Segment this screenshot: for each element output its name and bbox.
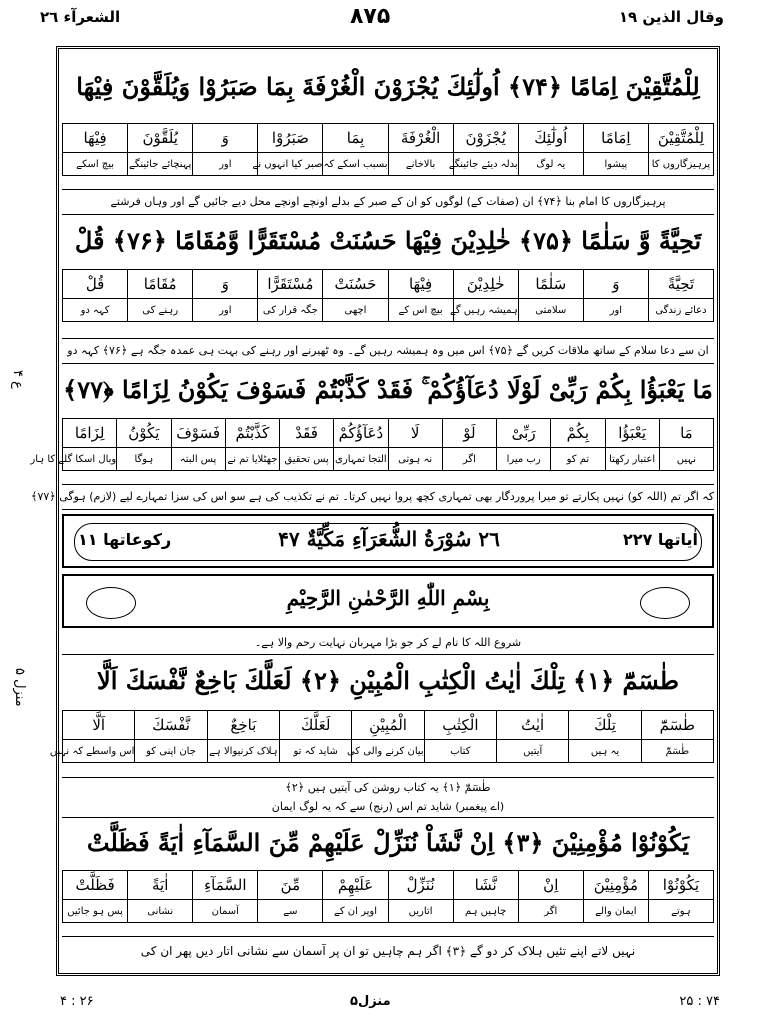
urdu-meaning: جگہ قرار کی [258, 299, 323, 322]
urdu-meaning: پس ہو جائیں [63, 900, 128, 923]
arabic-word: الْكِتٰبِ [424, 711, 496, 740]
urdu-meaning: بسبب اسکے کہ [323, 153, 388, 176]
word-table-2 [62, 269, 714, 322]
footer-center: منزل۵ [350, 994, 391, 1009]
urdu-meaning: پس البتہ [171, 448, 225, 471]
translation-line-1: پرہیزگاروں کا امام بنا ﴿۷۴﴾ ان (صفات کے) لوگوں کو ان کے صبر کے بدلے اونچے اونچے محل دیے جائیں گے اور وہاں فرشتے [62, 189, 714, 215]
arabic-word: فِیْهَا [388, 270, 453, 299]
ruku-mark: ع ۴ [10, 370, 25, 389]
urdu-meaning: پرہیزگاروں کا [648, 153, 713, 176]
urdu-meaning: اچھی [323, 299, 388, 322]
urdu-meaning: آسمان [193, 900, 258, 923]
urdu-meaning: صبر کیا انہوں نے [258, 153, 323, 176]
urdu-meaning: اگر [442, 448, 496, 471]
floral-ornament-icon [86, 587, 136, 619]
arabic-word: لِلْمُتَّقِیْنَ [648, 124, 713, 153]
translation-line-2: ان سے دعا سلام کے ساتھ ملاقات کریں گے ﴿۷۵﴾ اس میں وہ ہمیشہ رہیں گے۔ وہ ٹھیرنے اور رہنے کی بہت ہی عمدہ جگہ ہے ﴿۷۶﴾ کہہ دو [62, 338, 714, 364]
arabic-word: یُلَقَّوْنَ [128, 124, 193, 153]
urdu-meaning: پیشوا [583, 153, 648, 176]
arabic-word: نُنَزِّلْ [388, 871, 453, 900]
arabic-word: بَاخِعٌ [207, 711, 279, 740]
urdu-meaning: بالاخانے [388, 153, 453, 176]
urdu-meaning: اور [193, 153, 258, 176]
bismillah-translation: شروع اللہ کا نام لے کر جو بڑا مہربان نہایت رحم والا ہے۔ [62, 632, 714, 655]
arabic-word: سَلٰمًا [518, 270, 583, 299]
verse-line-4: طٰسٓمّٓ ﴿١﴾ تِلْكَ اٰیٰتُ الْكِتٰبِ الْمُبِیْنِ ﴿٢﴾ لَعَلَّكَ بَاخِعٌ نَّفْسَكَ اَلَّا [97, 666, 679, 695]
urdu-meaning: طٰسٓمّٓ [641, 740, 713, 763]
urdu-meaning: ایمان والے [583, 900, 648, 923]
arabic-word: بِكُمْ [551, 419, 605, 448]
urdu-meaning: اوپر ان کے [323, 900, 388, 923]
urdu-meaning: کہہ دو [63, 299, 128, 322]
urdu-meaning: اعتبار رکھتا [605, 448, 659, 471]
bismillah-banner [62, 574, 714, 628]
manzil-mark: منزل ۵ [12, 668, 27, 707]
arabic-word: اِمَامًا [583, 124, 648, 153]
page-number: ٨٧۵ [350, 4, 391, 29]
arabic-word: فَقَدْ [280, 419, 334, 448]
ayat-count: اٰیاتھا ٢٢٧ [623, 530, 698, 549]
verse-line-5: یَكُوْنُوْا مُؤْمِنِیْنَ ﴿٣﴾ اِنْ نَّشَاْ نُنَزِّلْ عَلَیْهِمْ مِّنَ السَّمَآءِ اٰیَةً فَظَلَّتْ [86, 828, 690, 857]
arabic-word: كَذَّبْتُمْ [225, 419, 279, 448]
word-table-4 [49, 710, 714, 763]
arabic-word: تِلْكَ [569, 711, 641, 740]
urdu-meaning: رب میرا [497, 448, 551, 471]
urdu-meaning: ہلاک کرنیوالا ہے [207, 740, 279, 763]
arabic-word: فَظَلَّتْ [63, 871, 128, 900]
arabic-word: فَسَوْفَ [171, 419, 225, 448]
arabic-word: لَعَلَّكَ [280, 711, 352, 740]
arabic-word: اُولٰٓئِكَ [518, 124, 583, 153]
urdu-meaning: سلامتی [518, 299, 583, 322]
arabic-word: تَحِیَّةً [648, 270, 713, 299]
urdu-meaning: آیتیں [497, 740, 569, 763]
word-table-5 [62, 870, 714, 923]
footer-left: ۴ : ٢۶ [60, 994, 94, 1009]
arabic-word: رَبِّیْ [497, 419, 551, 448]
urdu-meaning: کتاب [424, 740, 496, 763]
urdu-meaning: وبال اسکا گلے کا ہار [63, 448, 117, 471]
arabic-word: مُقَامًا [128, 270, 193, 299]
arabic-word: مُؤْمِنِیْنَ [583, 871, 648, 900]
urdu-meaning: اور [583, 299, 648, 322]
juz-label: وقال الذین ١٩ [618, 8, 724, 26]
arabic-word: طٰسٓمّٓ [641, 711, 713, 740]
translation-line-3: کہ اگر تم (اللہ کو) نہیں پکارتے تو میرا پروردگار بھی تمہاری کچھ پروا نہیں کرتا۔ تم نے تکذیب کی ہے سو اس کی سزا تمہارے لیے (لازم) ہوگی ﴿۷۷﴾ [62, 484, 714, 510]
urdu-meaning: نہ ہوتی [388, 448, 442, 471]
arabic-word: یَعْبَؤُا [605, 419, 659, 448]
footer-right: ٢۵ : ٧۴ [679, 994, 720, 1009]
arabic-word: اِنْ [518, 871, 583, 900]
urdu-meaning: شاید کہ تو [280, 740, 352, 763]
arabic-word: دُعَآؤُكُمْ [334, 419, 388, 448]
arabic-word: لِزَامًا [63, 419, 117, 448]
urdu-meaning: ہوتے [648, 900, 713, 923]
arabic-word: صَبَرُوْا [258, 124, 323, 153]
floral-ornament-icon [640, 587, 690, 619]
urdu-meaning: اور [193, 299, 258, 322]
arabic-word: مُسْتَقَرًّا [258, 270, 323, 299]
arabic-word: مِّنَ [258, 871, 323, 900]
arabic-word: بِمَا [323, 124, 388, 153]
arabic-word: لَوْ [442, 419, 496, 448]
verse-line-2: تَحِیَّةً وَّ سَلٰمًا ﴿٧۵﴾ خٰلِدِیْنَ فِیْهَا حَسُنَتْ مُسْتَقَرًّا وَّمُقَامًا ﴿٧۶﴾ قُلْ [74, 226, 702, 255]
arabic-word: یَكُوْنُ [117, 419, 171, 448]
arabic-word: وَ [193, 124, 258, 153]
arabic-word: الْمُبِیْنِ [352, 711, 424, 740]
arabic-word: السَّمَآءِ [193, 871, 258, 900]
urdu-meaning: پس تحقیق [280, 448, 334, 471]
urdu-meaning: دعائے زندگی [648, 299, 713, 322]
arabic-word: نَّفْسَكَ [135, 711, 207, 740]
arabic-word: اٰیَةً [128, 871, 193, 900]
urdu-meaning: سے [258, 900, 323, 923]
urdu-meaning: نشانی [128, 900, 193, 923]
urdu-meaning: التجا تمہاری [334, 448, 388, 471]
urdu-meaning: جان اپنی کو [135, 740, 207, 763]
urdu-meaning: ہوگا [117, 448, 171, 471]
urdu-meaning: بیچ اسکے [63, 153, 128, 176]
urdu-meaning: ہمیشہ رہیں گے [453, 299, 518, 322]
word-table-3 [30, 418, 714, 471]
translation-line-4b: (اے پیغمبر) شاید تم اس (رنج) سے کہ یہ لوگ ایمان [62, 797, 714, 818]
arabic-word: عَلَیْهِمْ [323, 871, 388, 900]
arabic-word: قُلْ [63, 270, 128, 299]
urdu-meaning: بیان کرنے والی کی [352, 740, 424, 763]
arabic-word: یُجْزَوْنَ [453, 124, 518, 153]
urdu-meaning: بیچ اس کے [388, 299, 453, 322]
surah-header: الشعرآء ٢٦ [40, 8, 121, 26]
arabic-word: وَ [193, 270, 258, 299]
arabic-word: وَ [583, 270, 648, 299]
urdu-meaning: اتاریں [388, 900, 453, 923]
urdu-meaning: جھٹلایا تم نے [225, 448, 279, 471]
urdu-meaning: بدلہ دیئے جائینگے [453, 153, 518, 176]
bismillah-text: بِسْمِ اللّٰهِ الرَّحْمٰنِ الرَّحِیْمِ [286, 586, 490, 610]
urdu-meaning: چاہیں ہم [453, 900, 518, 923]
surah-banner [62, 514, 714, 568]
translation-line-5: نہیں لاتے اپنے تئیں ہلاک کر دو گے ﴿۳﴾ اگر ہم چاہیں تو ان پر آسمان سے نشانی اتار دیں پھر ان کی [62, 936, 714, 965]
urdu-meaning: یہ لوگ [518, 153, 583, 176]
urdu-meaning: نہیں [659, 448, 713, 471]
urdu-meaning: یہ ہیں [569, 740, 641, 763]
surah-title: ٢٦ سُوْرَةُ الشُّعَرَآءِ مَكِّیَّةٌ ۴٧ [278, 527, 500, 551]
arabic-word: اٰیٰتُ [497, 711, 569, 740]
verse-line-1: لِلْمُتَّقِیْنَ اِمَامًا ﴿٧۴﴾ اُولٰٓئِكَ یُجْزَوْنَ الْغُرْفَةَ بِمَا صَبَرُوْا وَیُلَقَّوْنَ فِیْهَا [76, 72, 700, 101]
arabic-word: اَلَّا [63, 711, 135, 740]
arabic-word: حَسُنَتْ [323, 270, 388, 299]
arabic-word: مَا [659, 419, 713, 448]
arabic-word: خٰلِدِیْنَ [453, 270, 518, 299]
arabic-word: لَا [388, 419, 442, 448]
urdu-meaning: اگر [518, 900, 583, 923]
arabic-word: فِیْهَا [63, 124, 128, 153]
urdu-meaning: رہنے کی [128, 299, 193, 322]
arabic-word: یَكُوْنُوْا [648, 871, 713, 900]
ruku-count: رکوعاتھا ١١ [78, 530, 172, 549]
translation-line-4a: طٰسٓمّٓ ﴿۱﴾ یہ کتاب روشن کی آیتیں ہیں ﴿۲﴾ [62, 777, 714, 798]
urdu-meaning: اس واسطے کہ نہیں [63, 740, 135, 763]
verse-line-3: مَا یَعْبَؤُا بِكُمْ رَبِّیْ لَوْلَا دُعَآؤُكُمْ ۚ فَقَدْ كَذَّبْتُمْ فَسَوْفَ یَكُوْنُ لِزَامًا ﴿٧٧﴾ [63, 375, 713, 404]
arabic-word: نَّشَا [453, 871, 518, 900]
word-table-1 [62, 123, 714, 176]
urdu-meaning: تم کو [551, 448, 605, 471]
arabic-word: الْغُرْفَةَ [388, 124, 453, 153]
urdu-meaning: پہنچائے جائینگے [128, 153, 193, 176]
